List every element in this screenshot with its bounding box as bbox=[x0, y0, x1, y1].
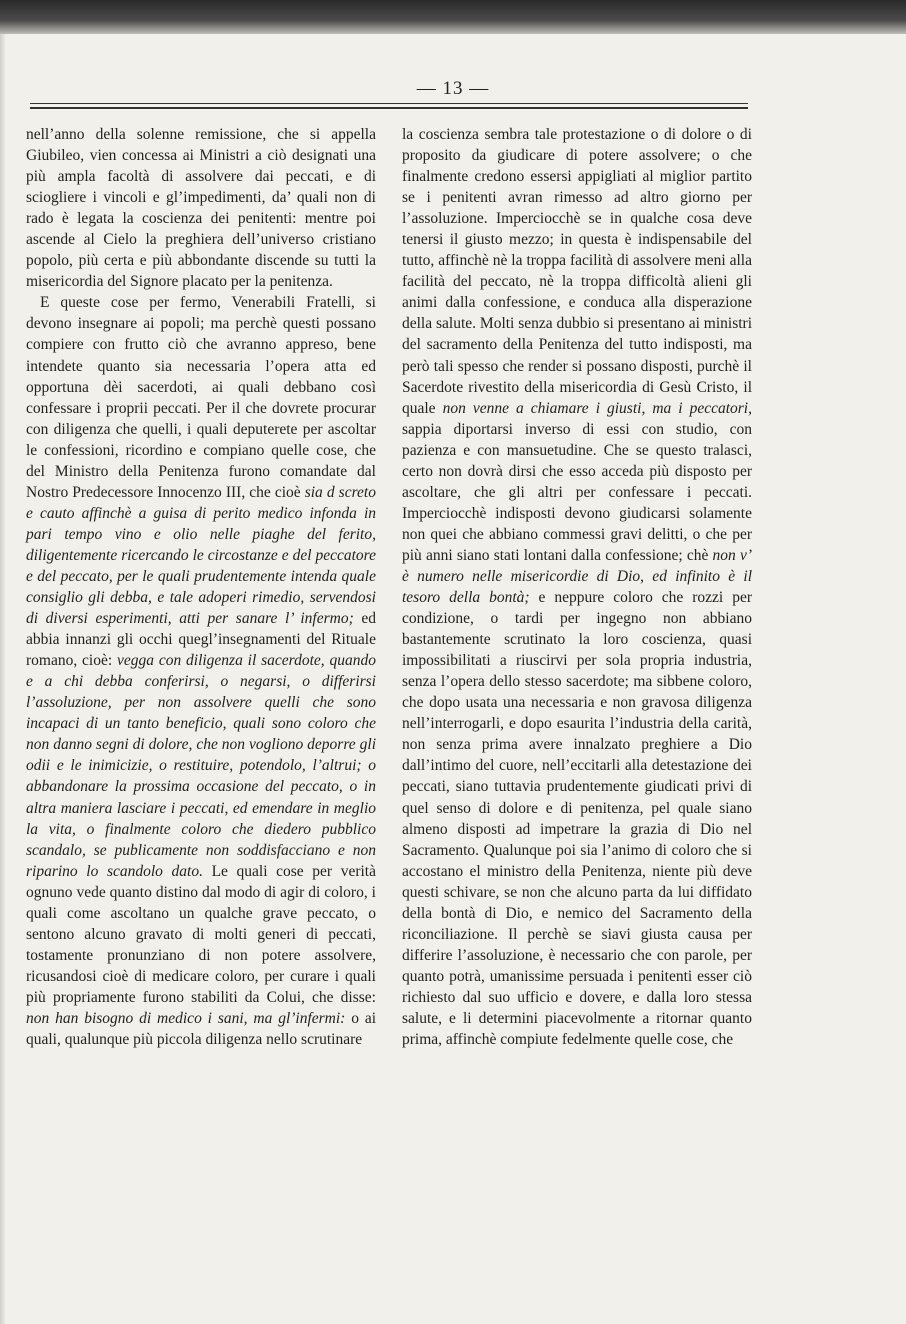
paragraph bbox=[26, 124, 376, 292]
italic-quote: non venne a chiamare i giusti, ma i peccatori, bbox=[442, 399, 752, 417]
paragraph-text: sappia diportarsi inverso di essi con studio, con pazienza e con mansuetudine. Che se questo tralasci, certo non dovrà dirsi che esso acceda più disposto per ascoltare, che gli altri per confessare i peccati. Imperciocchè indisposti devono giudicarsi solamente non quei che abbiano commessi gravi delitti, o che per più anni siano stati lontani dalla confessione; chè bbox=[402, 420, 752, 564]
italic-quote: vegga con diligenza il sacerdote, quando e a chi debba conferirsi, o negarsi, o differirsi l’assoluzione, per non assolvere quelli che sono incapaci di un tanto beneficio, quali sono coloro che non danno segni di dolore, che non vogliono deporre gli odii e le inimicizie, o restituire, potendolo, l’altrui; o abbandonare la prossima occasione del peccato, o in altra maniera lasciare i peccati, ed emendare in meglio la vita, o finalmente coloro che diedero pubblico scandalo, se publicamente non soddisfacciano e non riparino lo scandolo dato. bbox=[26, 652, 376, 880]
paragraph-text: ed abbia innanzi gli occhi quegl’insegnamenti del Rituale romano, cioè: bbox=[26, 610, 377, 670]
italic-quote: non v’ è numero nelle misericordie di Dio, ed infinito è il tesoro della bontà; bbox=[402, 546, 753, 607]
paragraph-text: nell’anno della solenne remissione, che si appella Giubileo, vien concessa ai Ministri a ciò designati una più ampla facoltà di assolvere dai peccati, e di sciogliere i vincoli e gl’impedimenti, da’ quali non di rado è legata la coscienza dei penitenti: mentre poi ascende al Cielo la preghiera dell’universo cristiano popolo, più certa e più abbondante discende su tutti la misericordia del Signore placato per la penitenza. bbox=[26, 126, 376, 291]
paragraph-text: la coscienza sembra tale protestazione o di dolore o di proposito da giudicare di potere assolvere; o che finalmente credono essersi appigliati al miglior partito se i penitenti avran rimesso ad altro giorno per l’assoluzione. Imperciocchè se in qualche cosa deve tenersi il giusto mezzo; in questa è indispensabile del tutto, affinchè nè la troppa facilità di assolvere meni alla facilità del peccato, nè la troppa difficoltà alieni gli animi dalla confessione, e conduca alla disperazione della salute. Molti senza dubbio si presentano ai ministri del sacramento della Penitenza del tutto indisposti, ma però tali spesso che render si possano disposti, purchè il Sacerdote rivestito della misericordia di Gesù Cristo, il quale bbox=[402, 126, 752, 417]
scan-left-edge bbox=[0, 34, 6, 1324]
paragraph bbox=[26, 292, 376, 1050]
paragraph-text: E queste cose per fermo, Venerabili Fratelli, si devono insegnare ai popoli; ma perchè questi possano compiere con frutto ciò che avranno appreso, bene intendete quanto sia necessaria l’opera atta ed opportuna dèi sacerdoti, ai quali debbano così confessare i proprii peccati. Per il che dovrete procurar con diligenza che quelli, i quali deputerete per ascoltar le confessioni, ricordino e compiano quelle cose, che del Ministro della Penitenza furono comandate dal Nostro Predecessore Innocenzo III, che cioè bbox=[26, 294, 376, 501]
paragraph-text: o ai quali, qualunque più piccola diligenza nello scrutinare bbox=[26, 1009, 377, 1049]
scan-top-border bbox=[0, 0, 906, 34]
header-rule bbox=[30, 103, 748, 104]
header-rule-double bbox=[30, 107, 748, 109]
italic-quote: non han bisogno di medico i sani, ma gl’infermi: bbox=[26, 1009, 346, 1027]
paragraph-text: e neppure coloro che rozzi per condizione, o tardi per ingegno non abbiano bastantemente scrutinato la loro coscienza, quasi impossibilitati a riuscirvi per sola propria industria, senza l’opera dello stesso sacerdote; ma sibbene coloro, che dopo usata una necessaria e non gravosa diligenza nell’interrogarli, e dopo esaurita l’industria della carità, non senza prima avere innalzato preghiere a Dio dall’intimo del cuore, nell’eccitarli alla detestazione dei peccati, siano tuttavia prudentemente giudicati privi di quel senso di dolore e di penitenza, pel quale siano almeno disposti ad impetrare la grazia di Dio nel Sacramento. Qualunque poi sia l’animo di coloro che si accostano el ministro della Penitenza, niente più deve questi schivare, se non che alcuno parta da lui diffidato della bontà di Dio, e nemico del Sacramento della riconciliazione. Il perchè se siavi giusta causa per differire l’assoluzione, è necessario che con parole, per quanto potrà, umanissime persuada i penitenti esser ciò richiesto dal suo ufficio e dovere, e dalla loro stessa salute, e li determini piacevolmente a ritornar quanto prima, affinchè compiute fedelmente quelle cose, che bbox=[402, 589, 752, 1049]
paragraph-text: Le quali cose per verità ognuno vede quanto distino dal modo di agir di coloro, i quali come ascoltano un qualche grave peccato, o sentono alcuno gravato di molti generi di peccati, tostamente pronunziano di non potere assolvere, ricusandosi cioè di medicare coloro, per curare i quali più propriamente furono stabiliti da Colui, che disse: bbox=[26, 862, 376, 1006]
left-column bbox=[26, 124, 376, 1050]
paragraph bbox=[402, 124, 752, 1050]
page-number: — 13 — bbox=[416, 78, 490, 99]
italic-quote: sia d screto e cauto affinchè a guisa di perito medico infonda in pari tempo vino e olio nelle piaghe del ferito, diligentemente ricercando le circostanze e del peccatore e del peccato, per le quali prudentemente intenda quale consiglio gli debba, e tale adoperi rimedio, servendosi di diversi esperimenti, atti per sanare l’ infermo; bbox=[26, 483, 376, 628]
right-column bbox=[402, 124, 752, 1050]
